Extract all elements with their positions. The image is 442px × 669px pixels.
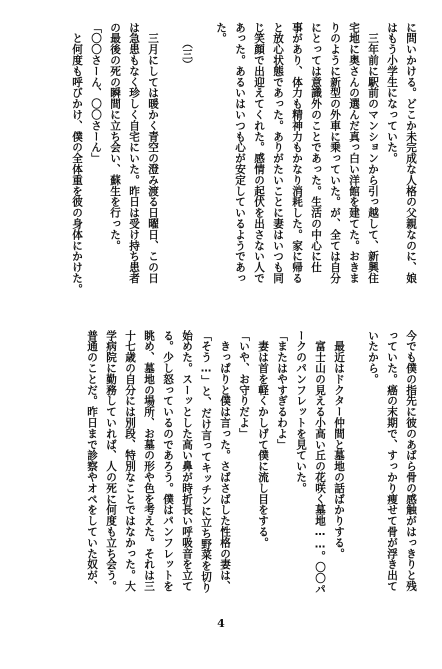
text-line: に問いかける。どこか未完成な人格の父親なのに、娘 [405, 22, 417, 284]
upper-text-block [20, 22, 420, 322]
text-line: じ笑顔で出迎えてくれた。感情の起伏を出さない人で [253, 22, 265, 284]
text-line: 普通のことだ。昨日まで診察やオペをしていた奴が、 [86, 330, 98, 592]
text-line: 三月にしては暖かく青空の澄み渡る日曜日、この日 [147, 22, 159, 284]
text-line: の最後の死の瞬間に立ち会い、蘇生を行った。 [109, 22, 121, 251]
text-line: 最近はドクター仲間と墓地の話ばかりする。 [333, 330, 345, 559]
text-line: は急患もなく珍しく自宅にいた。昨日は受け持ち患者 [128, 22, 140, 284]
text-line: りのように新型の外車に乗っていた。が、全ては自分 [329, 22, 341, 284]
text-line: と何度も呼びかけ、僕の全体重を彼の身体にかけた。 [71, 22, 83, 295]
text-line: 妻は首を軽くかしげて僕に流し目をする。 [257, 330, 269, 548]
text-line: た。 [215, 22, 227, 44]
text-line: 宅地に奥さんの選んだ真っ白い洋館を建てた。おきま [348, 22, 360, 284]
text-line: 三年前に駅前のマンションから引っ越して、新興住 [367, 22, 379, 284]
text-line: あった。あるいはいつも心が安定しているようであっ [234, 22, 246, 284]
lower-text-block [20, 330, 420, 610]
text-line: 十七歳の自分には別段、特別なことではなかった。大 [124, 330, 136, 592]
text-line: 「〇〇さーん、〇〇さーん」 [90, 22, 102, 164]
text-line: 学病院に勤務していれば、人の死に何度も立ち会う。 [105, 330, 117, 592]
text-line: ークのパンフレットを見ていた。 [295, 330, 307, 494]
text-line: 今でも僕の指先に彼のあばら骨の感触がはっきりと残 [405, 330, 417, 592]
text-line: 始めた。スーッとした高い鼻が時折長い呼吸音を立て [181, 330, 193, 592]
text-line: っていた。癌の末期で、すっかり痩せて骨が浮き出て [386, 330, 398, 592]
text-line: 眺め、墓地の場所、お墓の形や色を考えた。それは三 [143, 330, 155, 592]
page-number: 4 [217, 617, 225, 630]
text-line: いたから。 [367, 330, 379, 385]
section-heading: （三） [181, 22, 193, 70]
text-line: 事があり、体力も精神力もかなり消耗した。家に帰る [291, 22, 303, 284]
text-line: にとっては意識外のことであった。生活の中心に仕 [310, 22, 322, 273]
text-line: はもう小学生になっていた。 [386, 22, 398, 164]
text-line: 「いや、お守りだよ」 [238, 330, 250, 439]
text-line: と放心状態であった。ありがたいことに妻はいつも同 [272, 22, 284, 284]
text-line: きっぱりと僕は言った。さばさばした性格の妻は、 [219, 330, 231, 592]
text-line: 「またはやすぎるわよ」 [276, 330, 288, 450]
text-line: 富士山の見える小高い丘の花咲く墓地……。〇〇パ [314, 330, 326, 595]
text-line: る。少し怒っているのであろう。僕はパンフレットを [162, 330, 174, 592]
text-line: 「そう…」と、だけ言ってキッチンに立ち野菜を切り [200, 330, 212, 593]
